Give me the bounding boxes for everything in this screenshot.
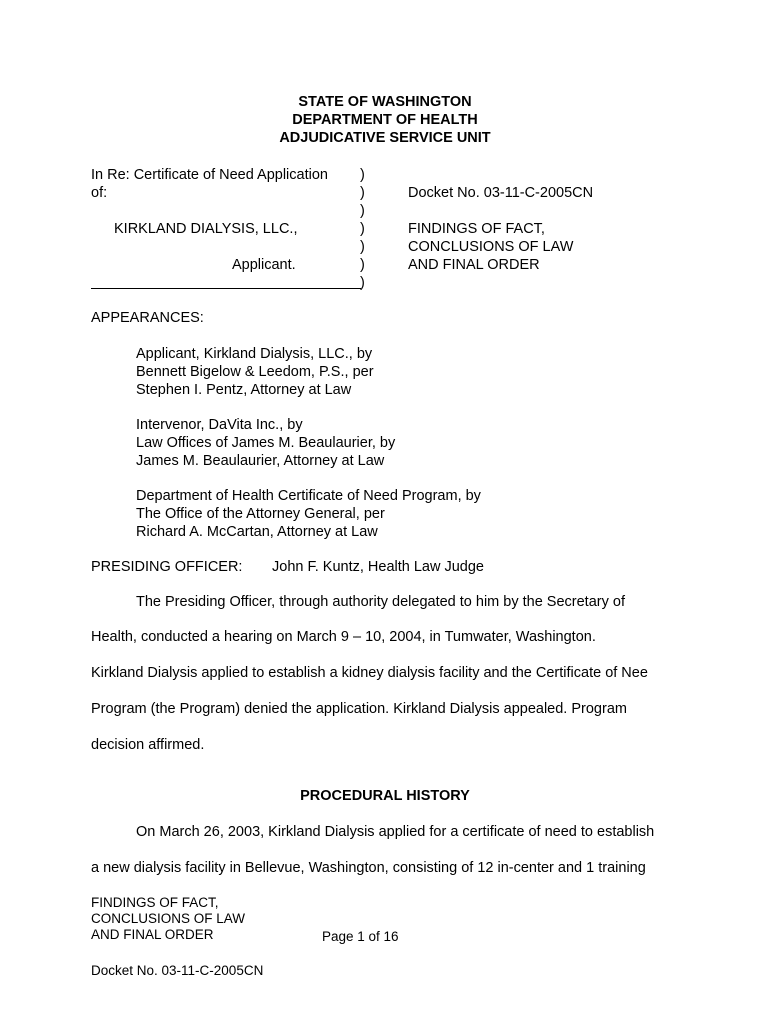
footer-title-line: FINDINGS OF FACT,	[91, 895, 219, 910]
appearance-applicant	[136, 345, 374, 399]
caption-paren: )	[360, 221, 365, 237]
page-number: Page 1 of 16	[322, 929, 399, 944]
footer-docket: Docket No. 03-11-C-2005CN	[91, 963, 264, 978]
body-line: Kirkland Dialysis applied to establish a kidney dialysis facility and the Certificate of Nee	[91, 665, 648, 681]
appearance-line: Richard A. McCartan, Attorney at Law	[136, 524, 378, 540]
appearance-line: Department of Health Certificate of Need Program, by	[136, 488, 481, 504]
body-line: decision affirmed.	[91, 737, 205, 753]
caption-paren: )	[360, 275, 365, 291]
footer-title	[91, 895, 245, 943]
appearance-line: James M. Beaulaurier, Attorney at Law	[136, 453, 385, 469]
appearance-intervenor	[136, 416, 395, 470]
body-line: a new dialysis facility in Bellevue, Washington, consisting of 12 in-center and 1 training	[91, 860, 646, 876]
body-line: The Presiding Officer, through authority delegated to him by the Secretary of	[136, 594, 625, 610]
appearances-heading: APPEARANCES:	[91, 310, 204, 326]
footer-title-line: AND FINAL ORDER	[91, 927, 214, 942]
appearance-line: Law Offices of James M. Beaulaurier, by	[136, 435, 396, 451]
document-header	[0, 93, 770, 147]
header-unit: ADJUDICATIVE SERVICE UNIT	[279, 130, 491, 146]
body-line: Program (the Program) denied the application. Kirkland Dialysis appealed. Program	[91, 701, 627, 717]
caption-title-line: FINDINGS OF FACT,	[408, 221, 545, 237]
appearance-line: Intervenor, DaVita Inc., by	[136, 417, 303, 433]
appearance-line: Applicant, Kirkland Dialysis, LLC., by	[136, 346, 373, 362]
caption-in-re: In Re: Certificate of Need Application	[91, 167, 328, 183]
caption-paren: )	[360, 185, 365, 201]
body-line: Health, conducted a hearing on March 9 – 10, 2004, in Tumwater, Washington.	[91, 629, 596, 645]
caption-docket: Docket No. 03-11-C-2005CN	[408, 185, 594, 201]
footer-title-line: CONCLUSIONS OF LAW	[91, 911, 246, 926]
caption-party: KIRKLAND DIALYSIS, LLC.,	[114, 221, 298, 237]
caption-of: of:	[91, 185, 108, 201]
caption-rule	[91, 288, 361, 289]
appearance-line: The Office of the Attorney General, per	[136, 506, 385, 522]
presiding-label: PRESIDING OFFICER:	[91, 559, 243, 575]
body-line: On March 26, 2003, Kirkland Dialysis applied for a certificate of need to establish	[136, 824, 655, 840]
caption-paren: )	[360, 239, 365, 255]
caption-paren: )	[360, 167, 365, 183]
appearance-department	[136, 487, 481, 541]
caption-applicant: Applicant.	[232, 257, 296, 273]
header-department: DEPARTMENT OF HEALTH	[292, 112, 478, 128]
section-heading: PROCEDURAL HISTORY	[300, 788, 470, 804]
appearance-line: Bennett Bigelow & Leedom, P.S., per	[136, 364, 374, 380]
header-state: STATE OF WASHINGTON	[298, 94, 472, 110]
appearance-line: Stephen I. Pentz, Attorney at Law	[136, 382, 352, 398]
presiding-name: John F. Kuntz, Health Law Judge	[272, 559, 484, 575]
caption-paren: )	[360, 257, 365, 273]
caption-title-line: CONCLUSIONS OF LAW	[408, 239, 574, 255]
caption-paren: )	[360, 203, 365, 219]
caption-title-line: AND FINAL ORDER	[408, 257, 540, 273]
